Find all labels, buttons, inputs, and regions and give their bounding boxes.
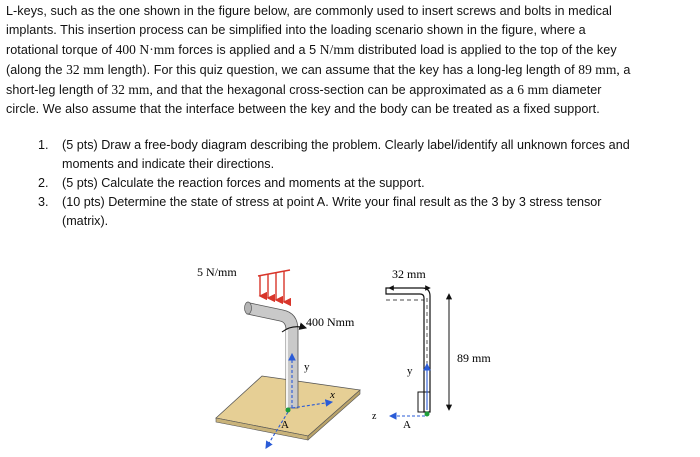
y-axis-label: y xyxy=(304,361,310,373)
side-z-axis-label: z xyxy=(372,411,377,422)
side-view xyxy=(386,288,430,412)
l-key-figure xyxy=(0,258,700,457)
intro-line-5: short-leg length of 32 mm, and that the hexagonal cross-section can be approximated as a 6 mm diameter xyxy=(6,82,602,97)
question-item: 1. (5 pts) Draw a free-body diagram describing the problem. Clearly label/identify all unknown forces and moments and indicate their directions. xyxy=(38,138,630,171)
intro-line-6: circle. We also assume that the interface between the key and the body can be treated as a fixed support. xyxy=(6,102,600,116)
intro-line-1: L-keys, such as the one shown in the figure below, are commonly used to insert screws and bolts in medical xyxy=(6,4,612,18)
intro-line-3: rotational torque of 400 N·mm forces is applied and a 5 N/mm distributed load is applied to the top of the key xyxy=(6,42,617,57)
point-a-marker xyxy=(286,408,291,413)
question-list xyxy=(0,136,700,231)
load-label: 5 N/mm xyxy=(197,265,237,279)
short-leg-label: 32 mm xyxy=(392,267,426,281)
intro-line-4: (along the 32 mm length). For this quiz question, we can assume that the key has a long-leg length of 89 mm, a xyxy=(6,62,631,77)
x-axis-label: x xyxy=(330,389,335,401)
question-item: 3. (10 pts) Determine the state of stress at point A. Write your final result as the 3 by 3 stress tensor (matrix). xyxy=(38,195,602,228)
long-leg-label: 89 mm xyxy=(457,351,491,365)
side-y-axis-label: y xyxy=(407,365,413,377)
intro-line-2: implants. This insertion process can be simplified into the loading scenario shown in the figure, where a xyxy=(6,23,586,37)
problem-statement xyxy=(6,2,700,119)
distributed-load-arrows xyxy=(258,270,290,302)
torque-label: 400 Nmm xyxy=(306,315,355,329)
question-item: 2. (5 pts) Calculate the reaction forces and moments at the support. xyxy=(38,176,425,190)
point-a-label: A xyxy=(281,419,289,431)
side-point-a-marker xyxy=(425,412,430,417)
side-point-a-label: A xyxy=(403,419,411,431)
